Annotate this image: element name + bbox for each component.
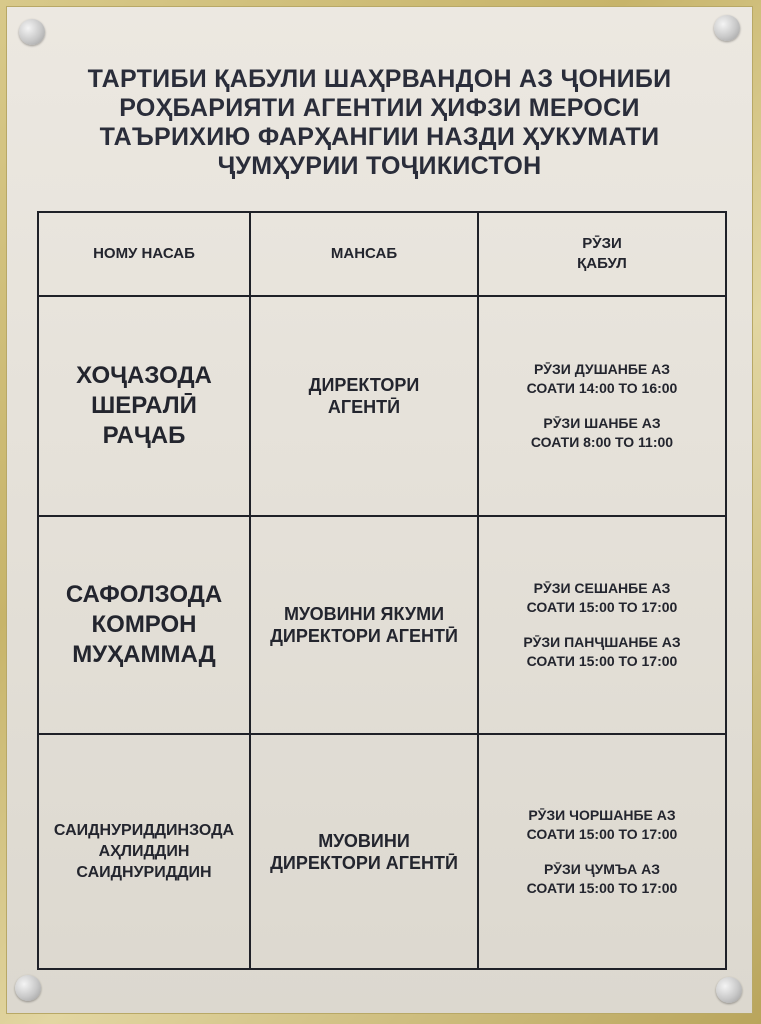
- schedule-day: РӮЗИ ШАНБЕ АЗ: [543, 415, 661, 431]
- person-position: [251, 297, 479, 517]
- header-position: [251, 213, 479, 297]
- person-name: [39, 735, 251, 968]
- position-line: ДИРЕКТОРИ АГЕНТӢ: [270, 626, 458, 646]
- person-name: [39, 297, 251, 517]
- schedule-entry: [531, 414, 673, 452]
- position-line: ДИРЕКТОРИ: [308, 375, 420, 395]
- name-line: РАҶАБ: [102, 422, 186, 449]
- reception-hours: [479, 517, 725, 735]
- header-day: [479, 213, 725, 297]
- name-line: МУҲАММАД: [72, 641, 216, 668]
- schedule-day: РӮЗИ ДУШАНБЕ АЗ: [533, 361, 671, 377]
- name-line: САИДНУРИДДИНЗОДА: [53, 822, 235, 839]
- name-line: ХОҶАЗОДА: [76, 362, 212, 389]
- name-line: САФОЛЗОДА: [65, 581, 223, 608]
- header-position-label: МАНСАБ: [330, 245, 398, 262]
- screw-icon: [19, 19, 45, 45]
- position-line: АГЕНТӢ: [327, 397, 401, 417]
- header-name-label: НОМУ НАСАБ: [93, 245, 195, 262]
- schedule-day: РӮЗИ ЧОРШАНБЕ АЗ: [528, 806, 676, 823]
- name-line: ШЕРАЛӢ: [91, 392, 197, 419]
- schedule-time: СОАТИ 15:00 ТО 17:00: [526, 825, 678, 842]
- header-day-label: ҚАБУЛ: [577, 255, 627, 272]
- title-line: ТАРТИБИ ҚАБУЛИ ШАҲРВАНДОН АЗ ҶОНИБИ: [87, 65, 672, 93]
- title-line: ҶУМҲУРИИ ТОҶИКИСТОН: [217, 152, 542, 180]
- title-line: ТАЪРИХИЮ ФАРҲАНГИИ НАЗДИ ҲУКУМАТИ: [99, 123, 660, 151]
- schedule-day: РӮЗИ ПАНҶШАНБЕ АЗ: [523, 634, 681, 650]
- header-name: [39, 213, 251, 297]
- screw-icon: [714, 15, 740, 41]
- schedule-time: СОАТИ 15:00 ТО 17:00: [526, 879, 678, 896]
- sign-title: [47, 65, 712, 181]
- name-line: САИДНУРИДДИН: [76, 864, 212, 881]
- screw-icon: [15, 975, 41, 1001]
- schedule-entry: [527, 360, 678, 398]
- reception-hours: [479, 297, 725, 517]
- position-line: МУОВИНИ: [318, 830, 410, 851]
- name-line: АҲЛИДДИН: [98, 843, 190, 860]
- person-position: [251, 517, 479, 735]
- schedule-entry: [527, 806, 678, 844]
- schedule-entry: [527, 579, 678, 617]
- schedule-time: СОАТИ 15:00 ТО 17:00: [526, 599, 678, 615]
- person-position: [251, 735, 479, 968]
- reception-schedule-table: [37, 211, 727, 970]
- schedule-time: СОАТИ 15:00 ТО 17:00: [526, 653, 678, 669]
- name-line: КОМРОН: [91, 611, 197, 638]
- position-line: МУОВИНИ ЯКУМИ: [283, 604, 445, 624]
- schedule-entry: [527, 860, 678, 898]
- schedule-entry: [523, 633, 680, 671]
- position-line: ДИРЕКТОРИ АГЕНТӢ: [270, 852, 458, 873]
- schedule-time: СОАТИ 14:00 ТО 16:00: [526, 380, 678, 396]
- person-name: [39, 517, 251, 735]
- schedule-day: РӮЗИ ҶУМЪА АЗ: [543, 860, 661, 877]
- title-line: РОҲБАРИЯТИ АГЕНТИИ ҲИФЗИ МЕРОСИ: [119, 94, 640, 122]
- reception-hours: [479, 735, 725, 968]
- screw-icon: [716, 977, 742, 1003]
- schedule-day: РӮЗИ СЕШАНБЕ АЗ: [533, 580, 671, 596]
- schedule-time: СОАТИ 8:00 ТО 11:00: [530, 434, 674, 450]
- header-day-label: РӮЗИ: [582, 235, 622, 252]
- sign-plate: [6, 6, 753, 1014]
